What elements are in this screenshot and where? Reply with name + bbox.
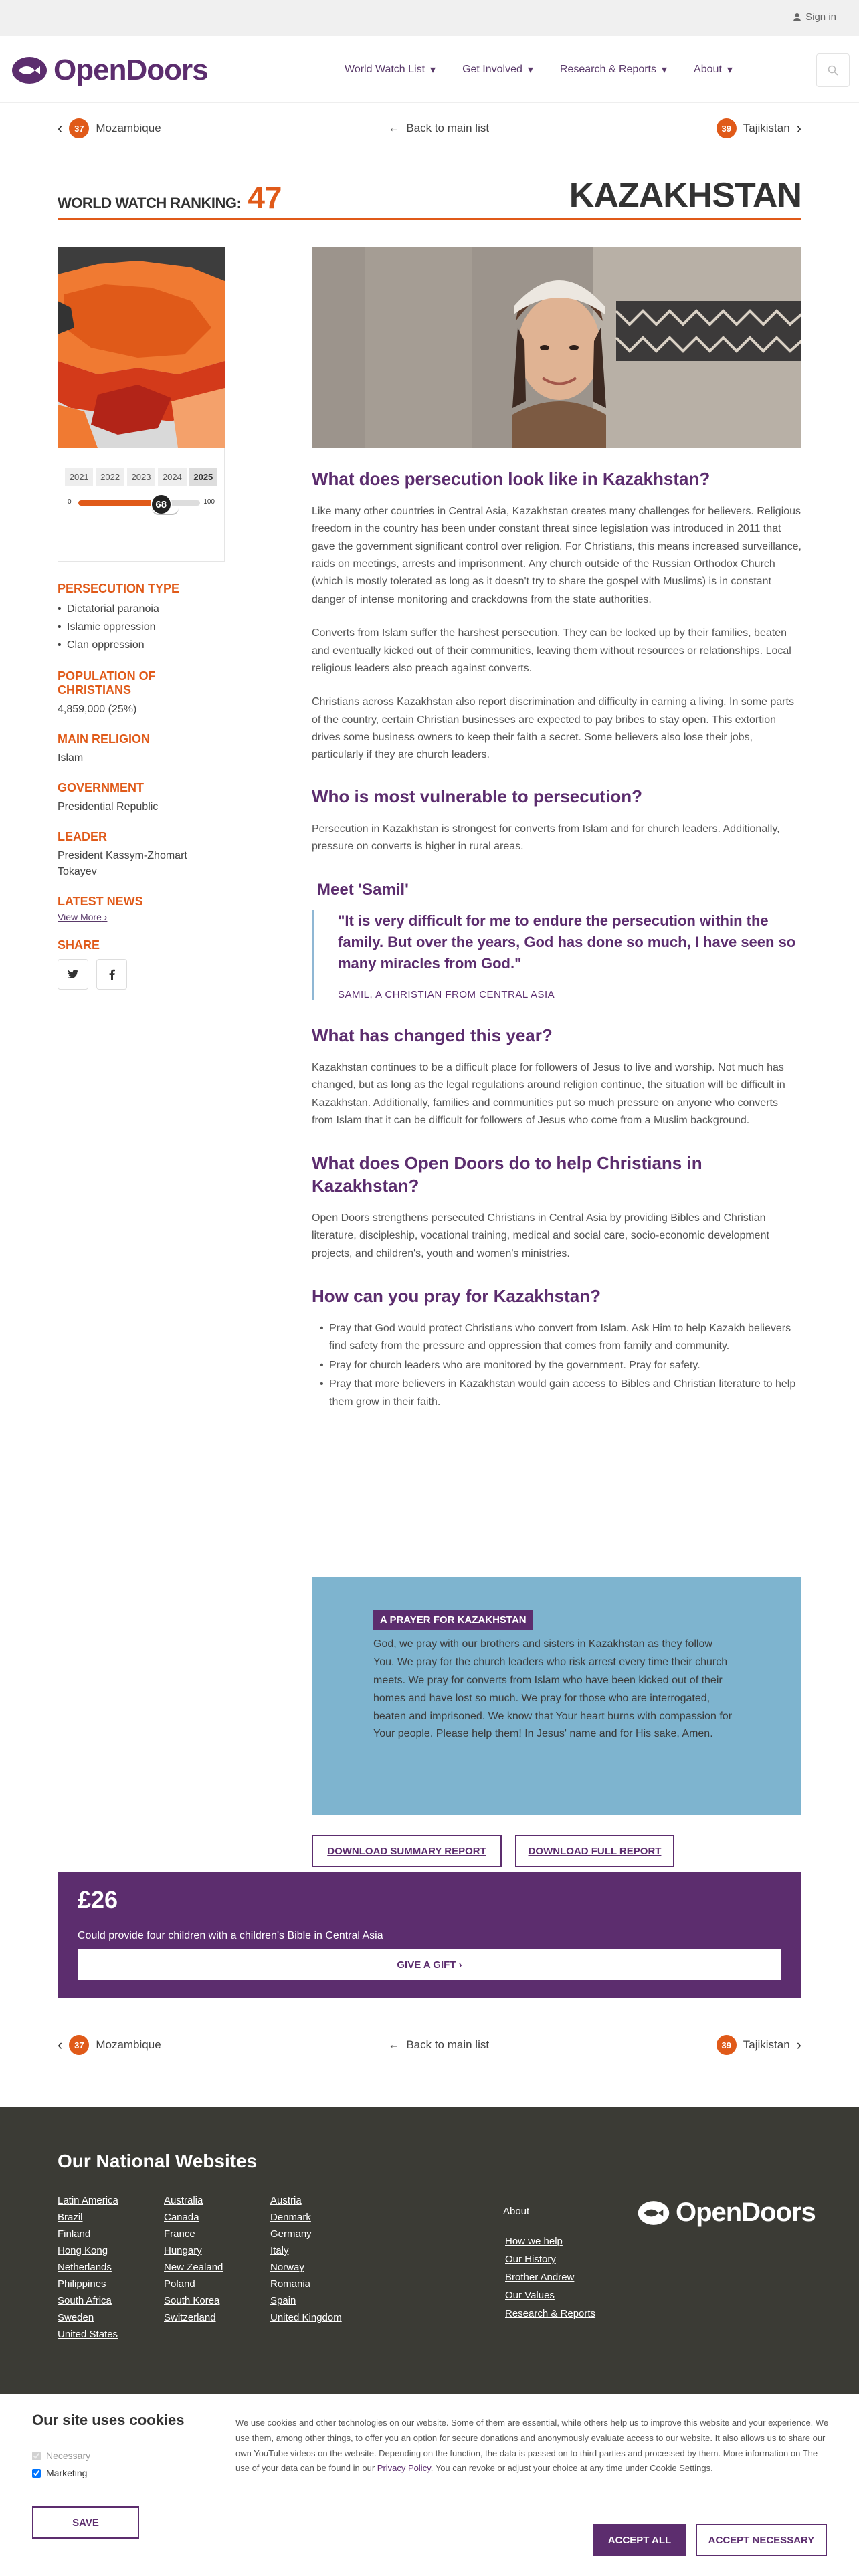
facebook-icon <box>109 969 115 980</box>
chevron-right-icon: › <box>458 1959 462 1971</box>
score-bar <box>65 496 217 516</box>
next-rank-badge: 39 <box>717 118 737 138</box>
year-tab[interactable]: 2022 <box>96 468 124 486</box>
nav-label: About <box>694 64 722 75</box>
view-more-label: View More <box>58 911 102 922</box>
download-full-button[interactable]: DOWNLOAD FULL REPORT <box>515 1835 674 1867</box>
national-site-link[interactable]: Romania <box>270 2278 311 2290</box>
national-site-link[interactable]: Sweden <box>58 2312 94 2323</box>
testimony-quote <box>312 910 801 1000</box>
footer-about-link[interactable]: How we help <box>505 2236 563 2247</box>
hero-photo-woman <box>312 247 801 448</box>
list-item: • Clan oppression <box>58 636 225 654</box>
arrow-left-icon: ← <box>388 122 400 134</box>
quote-attribution: SAMIL, A CHRISTIAN FROM CENTRAL ASIA <box>338 989 555 1001</box>
page-title: KAZAKHSTAN <box>569 176 801 215</box>
twitter-icon <box>68 970 78 979</box>
government-value: Presidential Republic <box>58 800 159 813</box>
fish-logo-icon <box>637 2199 670 2226</box>
score-indicator <box>152 508 179 515</box>
download-summary-button[interactable]: DOWNLOAD SUMMARY REPORT <box>312 1835 502 1867</box>
donate-text: Could provide four children with a children's Bible in Central Asia <box>78 1930 383 1941</box>
main-content <box>312 247 801 1412</box>
national-site-link[interactable]: France <box>164 2228 195 2240</box>
site-logo[interactable] <box>11 53 208 87</box>
cookie-description <box>235 2416 830 2476</box>
accept-all-button[interactable]: ACCEPT ALL <box>593 2524 686 2556</box>
give-gift-button[interactable] <box>78 1949 781 1980</box>
section-heading: How can you pray for Kazakhstan? <box>312 1286 601 1307</box>
list-item: • Islamic oppression <box>58 618 225 636</box>
next-rank-badge: 39 <box>717 2035 737 2055</box>
arrow-left-icon: ← <box>388 2038 400 2051</box>
nav-label: Get Involved <box>462 64 522 75</box>
religion-heading: MAIN RELIGION <box>58 732 150 746</box>
share-facebook-button[interactable] <box>96 959 127 990</box>
cookie-text-part: . You can revoke or adjust your choice at any time under Cookie Settings. <box>430 2463 713 2474</box>
view-more-link[interactable] <box>58 911 107 922</box>
footer-about-link[interactable]: Our Values <box>505 2290 555 2301</box>
back-to-list-link[interactable] <box>388 2038 489 2052</box>
national-site-link[interactable]: Italy <box>270 2245 289 2256</box>
leader-heading: LEADER <box>58 829 108 843</box>
give-gift-label: GIVE A GIFT <box>397 1959 456 1971</box>
leader-value: President Kassym-Zhomart Tokayev <box>58 849 187 877</box>
footer-about-heading: About <box>503 2206 530 2217</box>
score-value-badge: 68 <box>151 494 172 515</box>
cookie-option-necessary <box>32 2450 90 2461</box>
marketing-label: Marketing <box>46 2468 88 2478</box>
score-fill <box>78 500 161 506</box>
top-bar <box>0 0 859 36</box>
paragraph: Kazakhstan continues to be a difficult place for followers of Jesus to live and worship. Not much has changed, but as long as the legal regulations around religion continue, the situation will be difficult in Kazakhstan. Additionally, families and communities put so much pressure on anyone who converts from Islam that it can be difficult for followers of Jesus who come from a Muslim background. <box>312 1061 785 1127</box>
prev-rank-badge: 37 <box>69 118 89 138</box>
share-heading: SHARE <box>58 938 100 952</box>
year-tab-active[interactable]: 2025 <box>189 468 217 486</box>
score-min: 0 <box>68 498 72 506</box>
next-country-name: Tajikistan <box>743 122 790 134</box>
national-site-link[interactable]: Australia <box>164 2195 203 2206</box>
footer-about-link[interactable]: Research & Reports <box>505 2308 596 2319</box>
paragraph: Converts from Islam suffer the harshest persecution. They can be locked up by their families, beaten and eventually kicked out of their communities, leaving them without resources or relationships. Local religious leaders also preach against converts. <box>312 627 791 674</box>
nav-world-watch-list[interactable] <box>345 63 436 76</box>
national-site-link[interactable]: South Africa <box>58 2295 112 2306</box>
prev-rank-badge: 37 <box>69 2035 89 2055</box>
country-nav-bottom <box>58 2032 801 2058</box>
section-heading: What does persecution look like in Kazakhstan? <box>312 469 710 489</box>
back-label: Back to main list <box>406 122 490 134</box>
national-site-link[interactable]: United Kingdom <box>270 2312 342 2323</box>
score-history <box>58 448 225 562</box>
meet-heading: Meet 'Samil' <box>317 881 409 899</box>
search-button[interactable] <box>816 53 850 87</box>
share-twitter-button[interactable] <box>58 959 88 990</box>
user-icon <box>793 13 801 21</box>
persecution-type-heading: PERSECUTION TYPE <box>58 582 180 595</box>
list-item: • Dictatorial paranoia <box>58 600 225 618</box>
national-site-link[interactable]: Switzerland <box>164 2312 216 2323</box>
year-tab[interactable]: 2024 <box>158 468 186 486</box>
cookie-option-marketing[interactable] <box>32 2468 87 2478</box>
country-map <box>58 247 225 448</box>
national-site-link[interactable]: Spain <box>270 2295 296 2306</box>
quote-text: "It is very difficult for me to endure the persecution within the family. But over the years, God has done so much, I have seen so many miracles from God." <box>338 912 796 972</box>
national-site-link[interactable]: Latin America <box>58 2195 118 2206</box>
year-tab[interactable]: 2021 <box>65 468 93 486</box>
chevron-down-icon: ▾ <box>430 64 436 76</box>
national-site-link[interactable]: New Zealand <box>164 2262 223 2273</box>
footer-about-link[interactable]: Brother Andrew <box>505 2272 575 2283</box>
prev-country-link[interactable] <box>58 2035 161 2055</box>
persecution-type-list <box>58 600 225 655</box>
prev-country-name: Mozambique <box>96 122 161 134</box>
world-watch-ranking <box>58 179 282 215</box>
national-site-link[interactable]: Germany <box>270 2228 312 2240</box>
list-item: • Pray for church leaders who are monitored by the government. Pray for safety. <box>312 1357 801 1374</box>
site-header <box>0 36 859 103</box>
fish-logo-icon <box>11 56 48 85</box>
main-nav <box>345 63 733 76</box>
nav-get-involved[interactable] <box>462 63 533 76</box>
donate-banner <box>58 1872 801 1998</box>
national-site-link[interactable]: Brazil <box>58 2212 83 2223</box>
chevron-down-icon: ▾ <box>527 64 533 76</box>
paragraph: Open Doors strengthens persecuted Christians in Central Asia by providing Bibles and Christian literature, discipleship, vocational training, medical and social care, socio-economic development projects, and children's, youth and women's ministries. <box>312 1212 769 1259</box>
privacy-policy-link[interactable]: Privacy Policy <box>377 2463 431 2474</box>
national-site-link[interactable]: Norway <box>270 2262 304 2273</box>
paragraph: Christians across Kazakhstan also report discrimination and difficulty in earning a living. In some parts of the country, certain Christian businesses are expected to pay bribes to stay open. This extortion drives some business owners to keep their faith a secret. Some believers also lose their jobs, particularly if they are church leaders. <box>312 696 794 761</box>
prev-country-link[interactable] <box>58 118 161 138</box>
population-value: 4,859,000 (25%) <box>58 703 137 715</box>
prayer-tag: A PRAYER FOR KAZAKHSTAN <box>373 1610 533 1630</box>
cookie-text-part: We use cookies and other technologies on our website. Some of them are essential, while others help us to improve this website and your experience. We use them, among other things, to offer you an option for secure donations and anonymously evaluate access to our website. It also allows us to share our own YouTube videos on the website. Depending on the function, the data is passed on to third parties and processed by them. More information on The use of your data can be found in our <box>235 2418 829 2474</box>
national-site-link[interactable]: Denmark <box>270 2212 311 2223</box>
title-divider <box>58 218 801 220</box>
footer-about-link[interactable]: Our History <box>505 2254 556 2265</box>
national-site-link[interactable]: Hong Kong <box>58 2245 108 2256</box>
chevron-right-icon: › <box>104 911 108 922</box>
score-max: 100 <box>203 498 215 506</box>
cookie-save-button[interactable]: SAVE <box>32 2506 139 2539</box>
national-site-link[interactable]: South Korea <box>164 2295 220 2306</box>
section-heading: What has changed this year? <box>312 1025 553 1046</box>
search-icon <box>828 65 838 76</box>
national-site-link[interactable]: Canada <box>164 2212 199 2223</box>
ranking-label: WORLD WATCH RANKING: <box>58 195 242 211</box>
chevron-down-icon: ▾ <box>727 64 733 76</box>
nav-label: World Watch List <box>345 64 425 75</box>
nav-research-reports[interactable] <box>560 63 667 76</box>
religion-value: Islam <box>58 752 84 764</box>
necessary-label: Necessary <box>46 2450 91 2461</box>
year-tab[interactable]: 2023 <box>127 468 155 486</box>
national-site-link[interactable]: Austria <box>270 2195 302 2206</box>
national-sites-col-3 <box>270 2192 342 2326</box>
brand-name: OpenDoors <box>54 53 208 86</box>
donate-amount: £26 <box>78 1886 118 1913</box>
ranking-value: 47 <box>248 180 282 215</box>
paragraph: Persecution in Kazakhstan is strongest for converts from Islam and for church leaders. Additionally, pressure on converts is higher in rural areas. <box>312 823 780 853</box>
chevron-left-icon: ‹ <box>58 120 63 136</box>
necessary-checkbox <box>32 2452 41 2460</box>
signin-label: Sign in <box>805 11 836 23</box>
year-tabs <box>65 468 217 486</box>
paragraph: Like many other countries in Central Asia, Kazakhstan creates many challenges for believers. Religious freedom in the country has been under constant threat since legislation was introduced in 2011 that gave the government significant control over religion. For Christians, this means increased surveillance, raids on meetings, arrests and imprisonment. Any church outside of the Russian Orthodox Church (which is mostly tolerated as long as it doesn't try to share the gospel with Muslims) is in constant danger of intense monitoring and crackdowns from the state authorities. <box>312 505 801 605</box>
signin-link[interactable] <box>793 11 836 23</box>
nav-about[interactable] <box>694 63 733 76</box>
list-item: • Pray that God would protect Christians who convert from Islam. Ask Him to help Kazakh believers find safety from the pressure and oppression that comes from family and community. <box>312 1320 801 1356</box>
section-heading: Who is most vulnerable to persecution? <box>312 786 643 807</box>
back-to-list-link[interactable] <box>388 122 489 135</box>
national-sites-col-1 <box>58 2192 118 2343</box>
news-heading: LATEST NEWS <box>58 894 143 908</box>
government-heading: GOVERNMENT <box>58 780 145 794</box>
cookie-banner <box>0 2394 859 2576</box>
chevron-down-icon: ▾ <box>661 64 668 76</box>
next-country-link[interactable] <box>717 118 801 138</box>
national-site-link[interactable]: Philippines <box>58 2278 106 2290</box>
next-country-link[interactable] <box>717 2035 801 2055</box>
prayer-text: God, we pray with our brothers and sisters in Kazakhstan as they follow You. We pray for the church leaders who risk arrest every time their church meets. We pray for converts from Islam who have been kicked out of their homes and have lost so much. We pray for those who are interrogated, beaten and imprisoned. We know that Your heart burns with compassion for Your people. Please help them! In Jesus' name and for His sake, Amen. <box>373 1638 733 1740</box>
prayer-points-list <box>312 1320 801 1411</box>
next-country-name: Tajikistan <box>743 2038 790 2051</box>
score-track <box>78 500 200 506</box>
chevron-right-icon: › <box>796 120 801 136</box>
country-sidebar <box>58 247 225 990</box>
prayer-box <box>312 1577 801 1815</box>
share-buttons <box>58 959 225 990</box>
national-site-link[interactable]: Hungary <box>164 2245 202 2256</box>
footer-logo[interactable] <box>637 2197 816 2228</box>
country-nav-top <box>58 115 801 142</box>
national-site-link[interactable]: United States <box>58 2329 118 2340</box>
national-sites-col-2 <box>164 2192 223 2326</box>
marketing-checkbox[interactable] <box>32 2469 41 2478</box>
site-footer <box>0 2107 859 2394</box>
population-heading: POPULATION OF CHRISTIANS <box>58 669 156 697</box>
chevron-left-icon: ‹ <box>58 2036 63 2053</box>
cookie-heading: Our site uses cookies <box>32 2411 185 2428</box>
chevron-right-icon: › <box>796 2036 801 2053</box>
footer-brand-name: OpenDoors <box>676 2197 816 2227</box>
list-item: • Pray that more believers in Kazakhstan would gain access to Bibles and Christian literature to help them grow in their faith. <box>312 1376 801 1411</box>
back-label: Back to main list <box>406 2038 490 2051</box>
nav-label: Research & Reports <box>559 64 656 75</box>
national-site-link[interactable]: Finland <box>58 2228 91 2240</box>
prev-country-name: Mozambique <box>96 2038 161 2051</box>
footer-heading: Our National Websites <box>58 2151 258 2171</box>
national-site-link[interactable]: Netherlands <box>58 2262 112 2273</box>
accept-necessary-button[interactable]: ACCEPT NECESSARY <box>696 2524 827 2556</box>
footer-about-links <box>505 2232 595 2323</box>
national-site-link[interactable]: Poland <box>164 2278 195 2290</box>
section-heading: What does Open Doors do to help Christians in Kazakhstan? <box>312 1153 702 1196</box>
